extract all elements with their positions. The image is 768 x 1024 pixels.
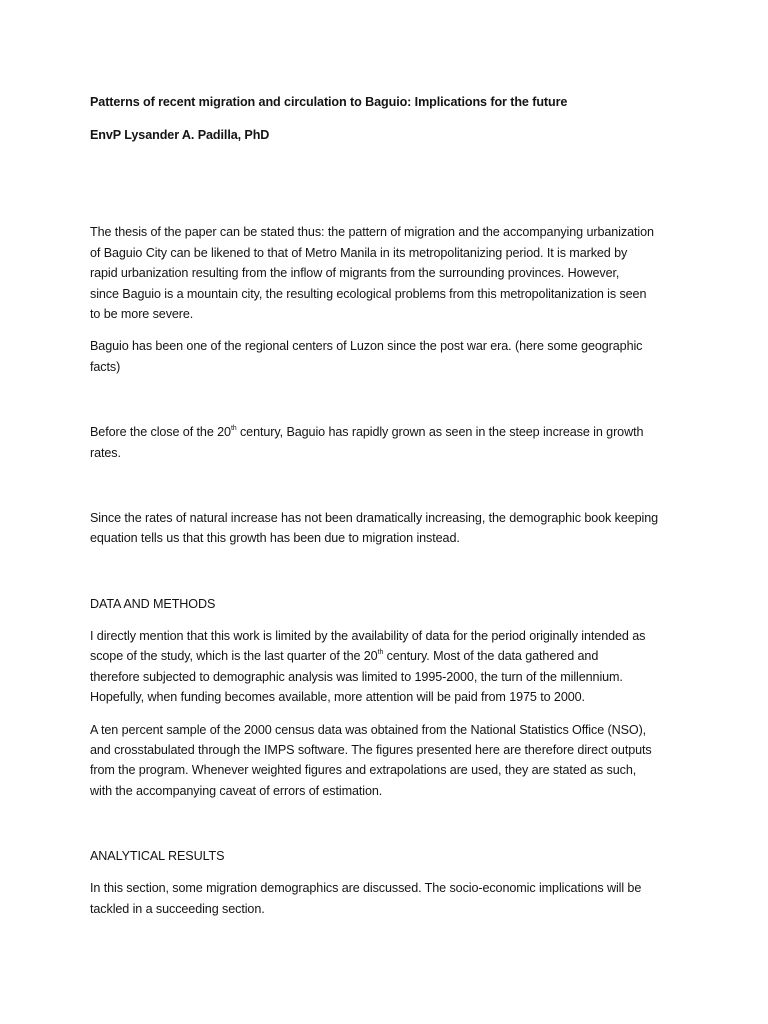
text-line: In this section, some migration demographics are discussed. The socio-economic implications will be: [90, 881, 642, 895]
text-line: [90, 422, 643, 442]
section-heading-data-methods: DATA AND METHODS: [90, 597, 216, 611]
text-line: since Baguio is a mountain city, the resulting ecological problems from this metropolitanization is seen: [90, 287, 647, 301]
text-line: Since the rates of natural increase has not been dramatically increasing, the demographic book keeping: [90, 511, 659, 525]
text-line: rapid urbanization resulting from the inflow of migrants from the surrounding provinces. However,: [90, 266, 620, 280]
text-line: rates.: [90, 446, 121, 460]
superscript: th: [377, 649, 384, 656]
text-line: from the program. Whenever weighted figures and extrapolations are used, they are stated as such,: [90, 763, 637, 777]
text-line: equation tells us that this growth has been due to migration instead.: [90, 531, 460, 545]
superscript: th: [230, 425, 237, 432]
section-heading-analytical-results: ANALYTICAL RESULTS: [90, 849, 225, 863]
text-line: Hopefully, when funding becomes available, more attention will be paid from 1975 to 2000.: [90, 690, 585, 704]
text-line: tackled in a succeeding section.: [90, 902, 265, 916]
text-line: of Baguio City can be likened to that of Metro Manila in its metropolitanizing period. It is marked by: [90, 246, 628, 260]
text-line: Baguio has been one of the regional centers of Luzon since the post war era. (here some geographic: [90, 339, 643, 353]
text-line: with the accompanying caveat of errors of estimation.: [90, 784, 383, 798]
text-line: I directly mention that this work is limited by the availability of data for the period originally intended as: [90, 629, 646, 643]
text-line: [90, 646, 598, 666]
text-span: century, Baguio has rapidly grown as seen in the steep increase in growth: [236, 425, 644, 439]
text-line: A ten percent sample of the 2000 census data was obtained from the National Statistics Office (NSO),: [90, 723, 647, 737]
text-line: facts): [90, 360, 121, 374]
document-title: Patterns of recent migration and circulation to Baguio: Implications for the future: [90, 95, 568, 109]
text-line: therefore subjected to demographic analysis was limited to 1995-2000, the turn of the millennium.: [90, 670, 623, 684]
author-line: EnvP Lysander A. Padilla, PhD: [90, 128, 270, 142]
text-span: scope of the study, which is the last quarter of the 20: [90, 649, 378, 663]
text-span: century. Most of the data gathered and: [383, 649, 599, 663]
text-line: The thesis of the paper can be stated thus: the pattern of migration and the accompanying urbanization: [90, 225, 654, 239]
text-line: and crosstabulated through the IMPS software. The figures presented here are therefore direct outputs: [90, 743, 652, 757]
text-span: Before the close of the 20: [90, 425, 231, 439]
text-line: to be more severe.: [90, 307, 194, 321]
